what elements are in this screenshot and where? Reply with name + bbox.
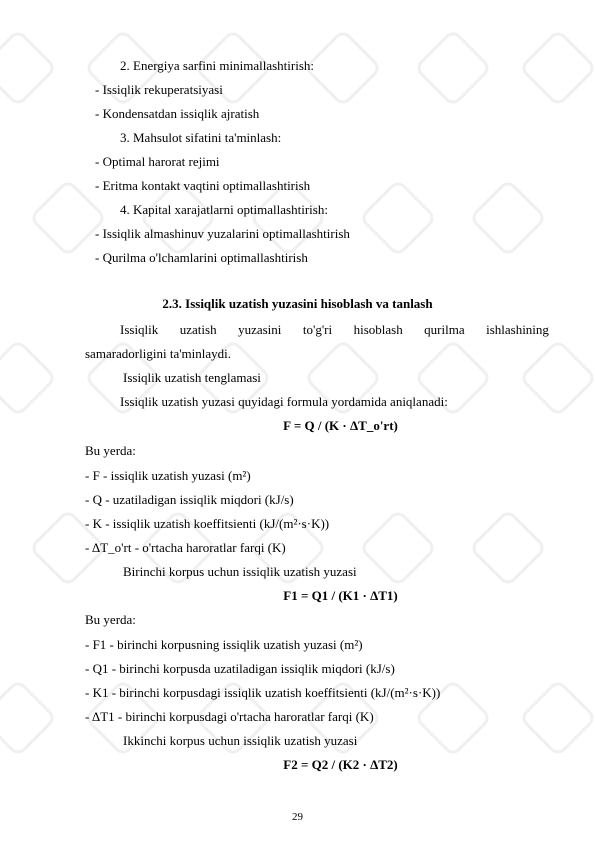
list-item: - Qurilma o'lchamlarini optimallashtirish xyxy=(95,250,308,265)
watermark-shape xyxy=(468,508,547,587)
intro-word: yuzasini xyxy=(238,322,282,337)
watermark-shape xyxy=(0,28,58,107)
definition-item: - K1 - birinchi korpusdagi issiqlik uzatish koeffitsienti (kJ/(m²·s·K)) xyxy=(85,685,441,700)
watermark-shape xyxy=(518,338,595,417)
intro-word: to'g'ri xyxy=(302,322,333,337)
list-item: - Kondensatdan issiqlik ajratish xyxy=(95,106,260,121)
list-heading: 2. Energiya sarfini minimallashtirish: xyxy=(120,58,315,73)
intro-word: Issiqlik xyxy=(120,322,159,337)
definition-item: - Q1 - birinchi korpusda uzatiladigan issiqlik miqdori (kJ/s) xyxy=(85,661,395,676)
watermark-shape xyxy=(468,178,547,257)
paragraph: Issiqlik uzatish yuzasi quyidagi formula yordamida aniqlanadi: xyxy=(120,394,448,409)
intro-word: ishlashining xyxy=(486,322,549,337)
watermark-shape xyxy=(358,508,437,587)
section-title: 2.3. Issiqlik uzatish yuzasini hisoblash va tanlash xyxy=(162,296,433,311)
definition-item: - ΔT_o'rt - o'rtacha haroratlar farqi (K) xyxy=(85,540,286,555)
definition-item: - K - issiqlik uzatish koeffitsienti (kJ/(m²·s·K)) xyxy=(85,516,330,531)
page-number: 29 xyxy=(292,811,303,823)
watermark-shape xyxy=(0,678,58,757)
where-label: Bu yerda: xyxy=(85,443,136,458)
watermark-shape xyxy=(0,338,58,417)
definition-item: - Q - uzatiladigan issiqlik miqdori (kJ/s) xyxy=(85,492,294,507)
intro-paragraph xyxy=(120,323,549,336)
formula: F2 = Q2 / (K2 · ΔT2) xyxy=(283,757,398,772)
definition-item: - ΔT1 - birinchi korpusdagi o'rtacha haroratlar farqi (K) xyxy=(85,709,374,724)
subsection-heading: Ikkinchi korpus uchun issiqlik uzatish yuzasi xyxy=(123,733,358,748)
watermark-shape xyxy=(303,28,382,107)
where-label: Bu yerda: xyxy=(85,612,136,627)
list-heading: 3. Mahsulot sifatini ta'minlash: xyxy=(120,130,282,145)
list-heading: 4. Kapital xarajatlarni optimallashtirish: xyxy=(120,202,328,217)
intro-word: hisoblash xyxy=(353,322,403,337)
intro-word: uzatish xyxy=(179,322,217,337)
list-item: - Issiqlik almashinuv yuzalarini optimallashtirish xyxy=(95,226,350,241)
subsection-heading: Issiqlik uzatish tenglamasi xyxy=(123,370,261,385)
intro-continuation: samaradorligini ta'minlaydi. xyxy=(85,346,232,361)
watermark-shape xyxy=(413,28,492,107)
watermark-shape xyxy=(518,28,595,107)
definition-item: - F1 - birinchi korpusning issiqlik uzatish yuzasi (m²) xyxy=(85,637,363,652)
formula: F1 = Q1 / (K1 · ΔT1) xyxy=(283,588,398,603)
list-item: - Issiqlik rekuperatsiyasi xyxy=(95,82,223,97)
watermark-shape xyxy=(518,678,595,757)
intro-word: qurilma xyxy=(424,322,465,337)
formula: F = Q / (K · ΔT_o'rt) xyxy=(283,418,398,433)
list-item: - Optimal harorat rejimi xyxy=(95,154,220,169)
subsection-heading: Birinchi korpus uchun issiqlik uzatish yuzasi xyxy=(123,564,357,579)
watermark-shape xyxy=(358,178,437,257)
definition-item: - F - issiqlik uzatish yuzasi (m²) xyxy=(85,468,251,483)
list-item: - Eritma kontakt vaqtini optimallashtirish xyxy=(95,178,311,193)
